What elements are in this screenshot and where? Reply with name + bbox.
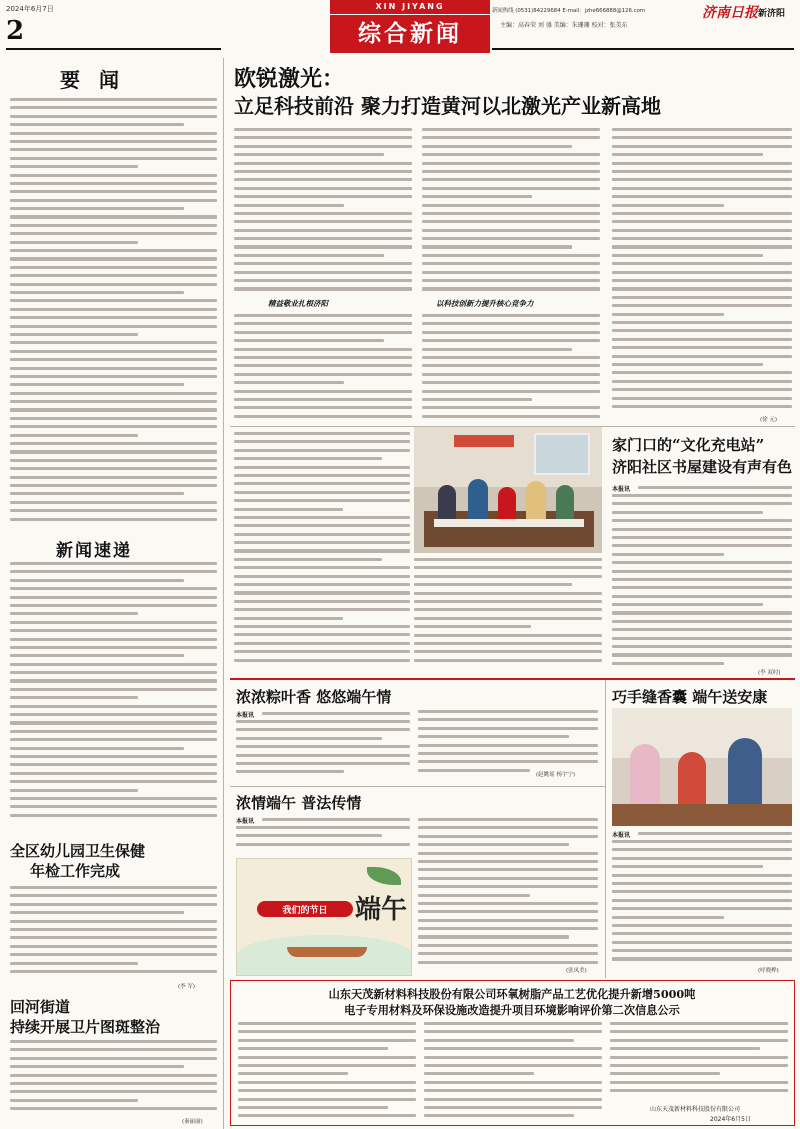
sachet-person-2 xyxy=(678,752,706,808)
sachet-body-2 xyxy=(612,840,792,968)
photo-banner xyxy=(454,435,514,447)
editors: 主编：高春荣 刘 盛 美编：朱珊珊 校对：张美东 xyxy=(500,22,628,29)
sachet-table xyxy=(612,804,792,826)
page-number: 2 xyxy=(6,16,25,46)
lead-photo xyxy=(414,427,602,553)
masthead xyxy=(0,0,800,58)
sachet-title: 巧手缝香囊 端午送安康 xyxy=(612,688,768,706)
xinwen-body xyxy=(10,562,217,832)
xinwen-heading: 新闻速递 xyxy=(56,541,132,561)
sachet-person-3 xyxy=(728,738,762,808)
legal-byline: (张凤美) xyxy=(566,968,587,974)
zongzi-byline: (赵眺瑶 杨宇宁) xyxy=(536,772,576,778)
notice-sign-company: 山东天茂新材料科技股份有限公司 xyxy=(650,1106,741,1113)
lead-title-2: 立足科技前沿 聚力打造黄河以北激光产业新高地 xyxy=(234,94,661,118)
library-body-2 xyxy=(612,494,792,674)
photo-books xyxy=(434,519,584,527)
sachet-person-1 xyxy=(630,744,660,808)
brand-black: 新济阳 xyxy=(758,9,786,19)
huihe-byline: (秦丽丽) xyxy=(182,1119,203,1125)
lead-title-1: 欧锐激光： xyxy=(234,66,345,92)
notice-body-col-2 xyxy=(424,1022,602,1122)
lead-body-col-2b xyxy=(422,314,600,426)
notice-title-2: 电子专用材料及环保设施改造提升项目环境影响评价第二次信息公示 xyxy=(344,1003,680,1017)
brand-red: 济南日报 xyxy=(702,5,758,21)
photo-person-2 xyxy=(468,479,488,519)
legal-body-3 xyxy=(418,818,598,974)
yaowen-body xyxy=(10,98,217,528)
lead-body-col-1b xyxy=(234,314,412,426)
poster-leaf xyxy=(367,867,401,885)
legal-lead-tag: 本报讯 xyxy=(236,818,255,825)
poster-big: 端午 xyxy=(355,895,408,925)
legal-body-2 xyxy=(236,826,410,852)
lead-body-col-1 xyxy=(234,128,412,296)
mid-band-rule xyxy=(230,678,795,680)
left-column-divider xyxy=(223,58,224,1129)
photo-person-4 xyxy=(526,481,546,519)
notice-sign-date: 2024年6月5日 xyxy=(710,1116,751,1123)
poster-line: 我们的节日 xyxy=(282,906,328,916)
sachet-divider xyxy=(605,680,606,978)
notice-title-1: 山东天茂新材料科技股份有限公司环氧树脂产品工艺优化提升新增5000吨 xyxy=(328,987,696,1001)
library-title-2: 济阳社区书屋建设有声有色 xyxy=(612,458,793,476)
library-lead-tag: 本报讯 xyxy=(612,486,631,493)
sachet-byline: (呼晓桦) xyxy=(758,968,779,974)
zongzi-title: 浓浓粽叶香 悠悠端午情 xyxy=(236,688,392,706)
sachet-photo xyxy=(612,708,792,826)
huihe-body xyxy=(10,1040,217,1116)
lead-byline: (徐 元) xyxy=(760,417,778,423)
poster-boat xyxy=(287,947,367,957)
header-rule-left xyxy=(6,48,221,50)
kindergarten-title-2: 年检工作完成 xyxy=(30,862,121,880)
photo-caption-area xyxy=(414,558,602,674)
photo-person-3 xyxy=(498,487,516,519)
hotline: 新闻热线 (0531)84229684 E-mail：jzhe666888@126.com xyxy=(492,8,646,14)
kindergarten-body xyxy=(10,886,217,982)
sachet-lead-tag: 本报讯 xyxy=(612,832,631,839)
library-byline: (李 双吋) xyxy=(758,670,781,676)
legal-title: 浓情端午 普法传情 xyxy=(236,794,362,812)
lead-subhead-1: 精益敬业扎根济阳 xyxy=(268,299,328,308)
zongzi-lead-tag: 本报讯 xyxy=(236,712,255,719)
kindergarten-byline: (李 军) xyxy=(178,984,196,990)
photo-window xyxy=(534,433,590,475)
lead-body-col-3 xyxy=(612,128,792,414)
date-line: 2024年6月7日 xyxy=(6,5,54,13)
lead-body-col-2 xyxy=(422,128,600,296)
kindergarten-title-1: 全区幼儿园卫生保健 xyxy=(10,842,146,860)
photo-person-1 xyxy=(438,485,456,519)
notice-body-col-1 xyxy=(238,1022,416,1122)
header-rule-right xyxy=(492,48,794,50)
pinyin-label: XIN JIYANG xyxy=(375,2,445,11)
lead-subhead-2: 以科技创新力提升核心竞争力 xyxy=(436,299,534,308)
huihe-title-2: 持续开展卫片图斑整治 xyxy=(10,1018,161,1036)
zongzi-rule xyxy=(230,786,605,787)
library-title-1: 家门口的“文化充电站” xyxy=(612,436,765,454)
library-side-text xyxy=(234,432,410,674)
notice-body-col-3 xyxy=(610,1022,788,1100)
huihe-title-1: 回河街道 xyxy=(10,998,71,1016)
yaowen-heading: 要 闻 xyxy=(60,68,125,92)
section-title: 综合新闻 xyxy=(330,15,490,53)
festival-poster xyxy=(236,858,412,976)
zongzi-body-2 xyxy=(236,720,410,782)
photo-person-5 xyxy=(556,485,574,519)
